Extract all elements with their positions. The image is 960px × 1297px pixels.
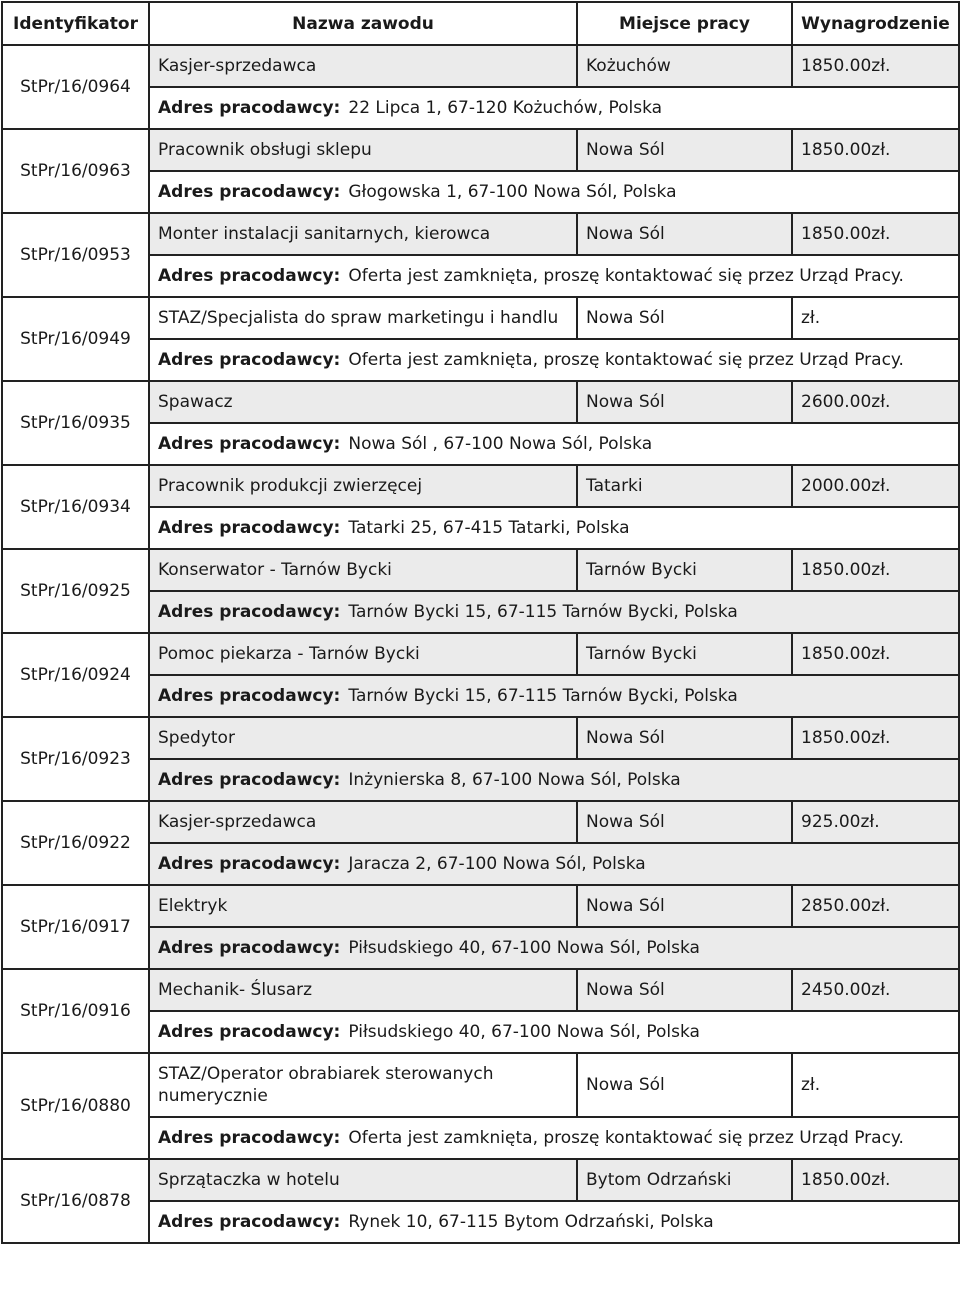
employer-address	[149, 1011, 959, 1053]
offer-place: Nowa Sól	[577, 129, 792, 171]
table-row	[2, 633, 959, 675]
header-name: Nazwa zawodu	[149, 2, 577, 45]
offer-place: Nowa Sól	[577, 717, 792, 759]
offer-name: Sprzątaczka w hotelu	[149, 1159, 577, 1201]
employer-address	[149, 759, 959, 801]
address-value: Oferta jest zamknięta, proszę kontaktować się przez Urząd Pracy.	[348, 1128, 904, 1148]
offer-place: Nowa Sól	[577, 801, 792, 843]
offer-place: Tatarki	[577, 465, 792, 507]
offer-name: Pracownik obsługi sklepu	[149, 129, 577, 171]
address-value: Tarnów Bycki 15, 67-115 Tarnów Bycki, Polska	[348, 602, 738, 622]
employer-address	[149, 843, 959, 885]
offer-id: StPr/16/0878	[2, 1159, 149, 1243]
offer-name: STAZ/Operator obrabiarek sterowanych numerycznie	[149, 1053, 577, 1117]
employer-address	[149, 591, 959, 633]
offer-name: Kasjer-sprzedawca	[149, 45, 577, 87]
address-value: Nowa Sól , 67-100 Nowa Sól, Polska	[348, 434, 653, 454]
offer-place: Nowa Sól	[577, 969, 792, 1011]
offer-pay: 2850.00zł.	[792, 885, 959, 927]
offer-place: Nowa Sól	[577, 885, 792, 927]
offer-name: Kasjer-sprzedawca	[149, 801, 577, 843]
address-value: Piłsudskiego 40, 67-100 Nowa Sól, Polska	[348, 1022, 700, 1042]
employer-address	[149, 1201, 959, 1243]
offer-name: STAZ/Specjalista do spraw marketingu i handlu	[149, 297, 577, 339]
address-value: Oferta jest zamknięta, proszę kontaktować się przez Urząd Pracy.	[348, 350, 904, 370]
offer-place: Tarnów Bycki	[577, 549, 792, 591]
offer-id: StPr/16/0880	[2, 1053, 149, 1159]
offer-pay: 1850.00zł.	[792, 45, 959, 87]
address-label: Adres pracodawcy:	[158, 434, 341, 454]
address-label: Adres pracodawcy:	[158, 1022, 341, 1042]
table-row	[2, 213, 959, 255]
offer-id: StPr/16/0922	[2, 801, 149, 885]
job-offers-table	[1, 1, 960, 1244]
offer-pay: 2600.00zł.	[792, 381, 959, 423]
offer-id: StPr/16/0923	[2, 717, 149, 801]
offer-pay: 1850.00zł.	[792, 549, 959, 591]
table-row	[2, 1159, 959, 1201]
offer-pay: 1850.00zł.	[792, 717, 959, 759]
address-value: Rynek 10, 67-115 Bytom Odrzański, Polska	[348, 1212, 714, 1232]
table-row	[2, 465, 959, 507]
offer-name: Spedytor	[149, 717, 577, 759]
employer-address	[149, 339, 959, 381]
address-label: Adres pracodawcy:	[158, 266, 341, 286]
offer-pay: 1850.00zł.	[792, 633, 959, 675]
offer-id: StPr/16/0917	[2, 885, 149, 969]
employer-address	[149, 507, 959, 549]
employer-address	[149, 171, 959, 213]
employer-address	[149, 675, 959, 717]
header-pay: Wynagrodzenie	[792, 2, 959, 45]
table-row	[2, 1053, 959, 1117]
table-row	[2, 381, 959, 423]
offer-place: Nowa Sól	[577, 381, 792, 423]
offer-pay: zł.	[792, 297, 959, 339]
offer-place: Tarnów Bycki	[577, 633, 792, 675]
table-row	[2, 885, 959, 927]
table-row	[2, 801, 959, 843]
address-value: Jaracza 2, 67-100 Nowa Sól, Polska	[348, 854, 646, 874]
employer-address	[149, 87, 959, 129]
table-body	[2, 45, 959, 1243]
address-label: Adres pracodawcy:	[158, 98, 341, 118]
address-label: Adres pracodawcy:	[158, 854, 341, 874]
offer-id: StPr/16/0949	[2, 297, 149, 381]
table-row	[2, 717, 959, 759]
employer-address	[149, 927, 959, 969]
address-value: Inżynierska 8, 67-100 Nowa Sól, Polska	[348, 770, 681, 790]
table-row	[2, 969, 959, 1011]
offer-name: Monter instalacji sanitarnych, kierowca	[149, 213, 577, 255]
address-label: Adres pracodawcy:	[158, 182, 341, 202]
offer-pay: 2450.00zł.	[792, 969, 959, 1011]
offer-name: Mechanik- Ślusarz	[149, 969, 577, 1011]
offer-id: StPr/16/0935	[2, 381, 149, 465]
address-value: Tarnów Bycki 15, 67-115 Tarnów Bycki, Polska	[348, 686, 738, 706]
offer-id: StPr/16/0934	[2, 465, 149, 549]
offer-pay: 1850.00zł.	[792, 129, 959, 171]
offer-id: StPr/16/0963	[2, 129, 149, 213]
table-row	[2, 45, 959, 87]
offer-pay: zł.	[792, 1053, 959, 1117]
offer-pay: 1850.00zł.	[792, 213, 959, 255]
address-label: Adres pracodawcy:	[158, 686, 341, 706]
offer-name: Spawacz	[149, 381, 577, 423]
address-label: Adres pracodawcy:	[158, 1212, 341, 1232]
offer-name: Pracownik produkcji zwierzęcej	[149, 465, 577, 507]
offer-pay: 1850.00zł.	[792, 1159, 959, 1201]
offer-place: Nowa Sól	[577, 213, 792, 255]
offer-name: Elektryk	[149, 885, 577, 927]
table-row	[2, 297, 959, 339]
address-label: Adres pracodawcy:	[158, 938, 341, 958]
offer-name: Pomoc piekarza - Tarnów Bycki	[149, 633, 577, 675]
offer-id: StPr/16/0953	[2, 213, 149, 297]
offer-id: StPr/16/0916	[2, 969, 149, 1053]
address-label: Adres pracodawcy:	[158, 770, 341, 790]
header-place: Miejsce pracy	[577, 2, 792, 45]
offer-id: StPr/16/0964	[2, 45, 149, 129]
employer-address	[149, 255, 959, 297]
address-label: Adres pracodawcy:	[158, 350, 341, 370]
address-value: Tatarki 25, 67-415 Tatarki, Polska	[348, 518, 630, 538]
employer-address	[149, 423, 959, 465]
address-value: Oferta jest zamknięta, proszę kontaktować się przez Urząd Pracy.	[348, 266, 904, 286]
address-value: Głogowska 1, 67-100 Nowa Sól, Polska	[348, 182, 677, 202]
offer-place: Kożuchów	[577, 45, 792, 87]
table-header-row	[2, 2, 959, 45]
address-value: 22 Lipca 1, 67-120 Kożuchów, Polska	[348, 98, 663, 118]
offer-place: Bytom Odrzański	[577, 1159, 792, 1201]
offer-place: Nowa Sól	[577, 1053, 792, 1117]
offer-name: Konserwator - Tarnów Bycki	[149, 549, 577, 591]
offer-id: StPr/16/0924	[2, 633, 149, 717]
address-label: Adres pracodawcy:	[158, 518, 341, 538]
offer-pay: 2000.00zł.	[792, 465, 959, 507]
offer-id: StPr/16/0925	[2, 549, 149, 633]
employer-address	[149, 1117, 959, 1159]
header-id: Identyfikator	[2, 2, 149, 45]
offer-pay: 925.00zł.	[792, 801, 959, 843]
table-row	[2, 129, 959, 171]
offer-place: Nowa Sól	[577, 297, 792, 339]
table-row	[2, 549, 959, 591]
address-label: Adres pracodawcy:	[158, 1128, 341, 1148]
address-value: Piłsudskiego 40, 67-100 Nowa Sól, Polska	[348, 938, 700, 958]
address-label: Adres pracodawcy:	[158, 602, 341, 622]
